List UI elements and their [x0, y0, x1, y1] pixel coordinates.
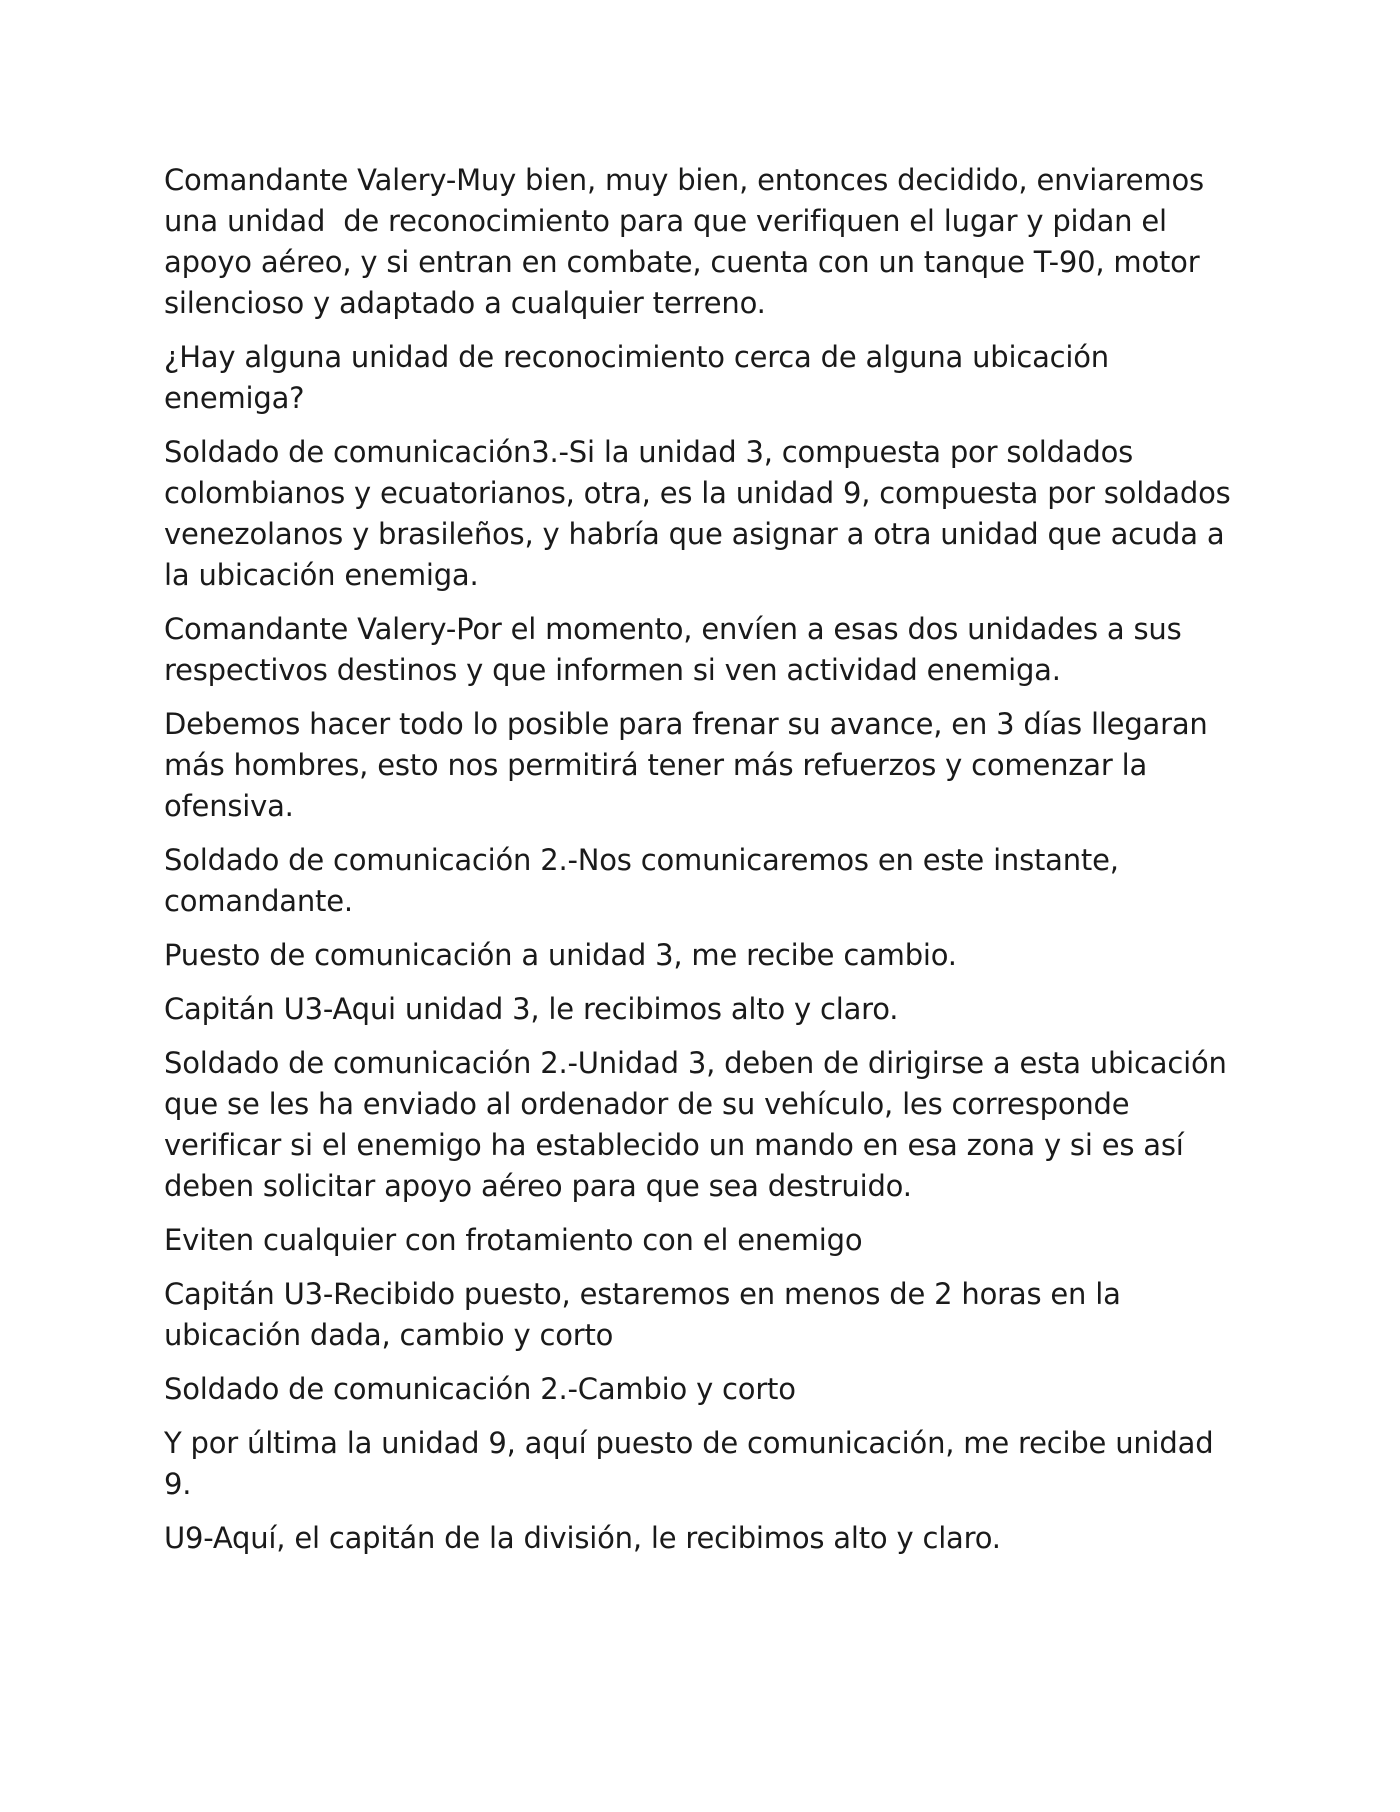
- paragraph-7: Puesto de comunicación a unidad 3, me recibe cambio.: [164, 938, 957, 972]
- paragraph-9: Soldado de comunicación 2.-Unidad 3, deben de dirigirse a esta ubicación que se les ha enviado al ordenador de su vehículo, les corresponde verificar si el enemigo ha establecido un mando en esa zona y si es así deben solicitar apoyo aéreo para que sea destruido.: [164, 1046, 1236, 1203]
- paragraph-13: Y por última la unidad 9, aquí puesto de comunicación, me recibe unidad 9.: [164, 1426, 1223, 1501]
- paragraph-14: U9-Aquí, el capitán de la división, le recibimos alto y claro.: [164, 1521, 1001, 1555]
- paragraph-4: Comandante Valery-Por el momento, envíen a esas dos unidades a sus respectivos destinos y que informen si ven actividad enemiga.: [164, 612, 1191, 687]
- paragraph-11: Capitán U3-Recibido puesto, estaremos en menos de 2 horas en la ubicación dada, cambio y corto: [164, 1277, 1130, 1352]
- paragraph-6: Soldado de comunicación 2.-Nos comunicaremos en este instante, comandante.: [164, 843, 1128, 918]
- paragraph-2: ¿Hay alguna unidad de reconocimiento cerca de alguna ubicación enemiga?: [164, 340, 1118, 415]
- paragraph-5: Debemos hacer todo lo posible para frenar su avance, en 3 días llegaran más hombres, esto nos permitirá tener más refuerzos y comenzar la ofensiva.: [164, 707, 1217, 823]
- paragraph-8: Capitán U3-Aqui unidad 3, le recibimos alto y claro.: [164, 992, 899, 1026]
- paragraph-3: Soldado de comunicación3.-Si la unidad 3, compuesta por soldados colombianos y ecuatorianos, otra, es la unidad 9, compuesta por soldados venezolanos y brasileños, y habría que asignar a otra unidad que acuda a la ubicación enemiga.: [164, 435, 1240, 592]
- document-body: [164, 160, 1244, 1572]
- paragraph-12: Soldado de comunicación 2.-Cambio y corto: [164, 1372, 796, 1406]
- paragraph-1: Comandante Valery-Muy bien, muy bien, entonces decidido, enviaremos una unidad de reconocimiento para que verifiquen el lugar y pidan el apoyo aéreo, y si entran en combate, cuenta con un tanque T-90, motor silencioso y adaptado a cualquier terreno.: [164, 163, 1213, 320]
- paragraph-10: Eviten cualquier con frotamiento con el enemigo: [164, 1223, 863, 1257]
